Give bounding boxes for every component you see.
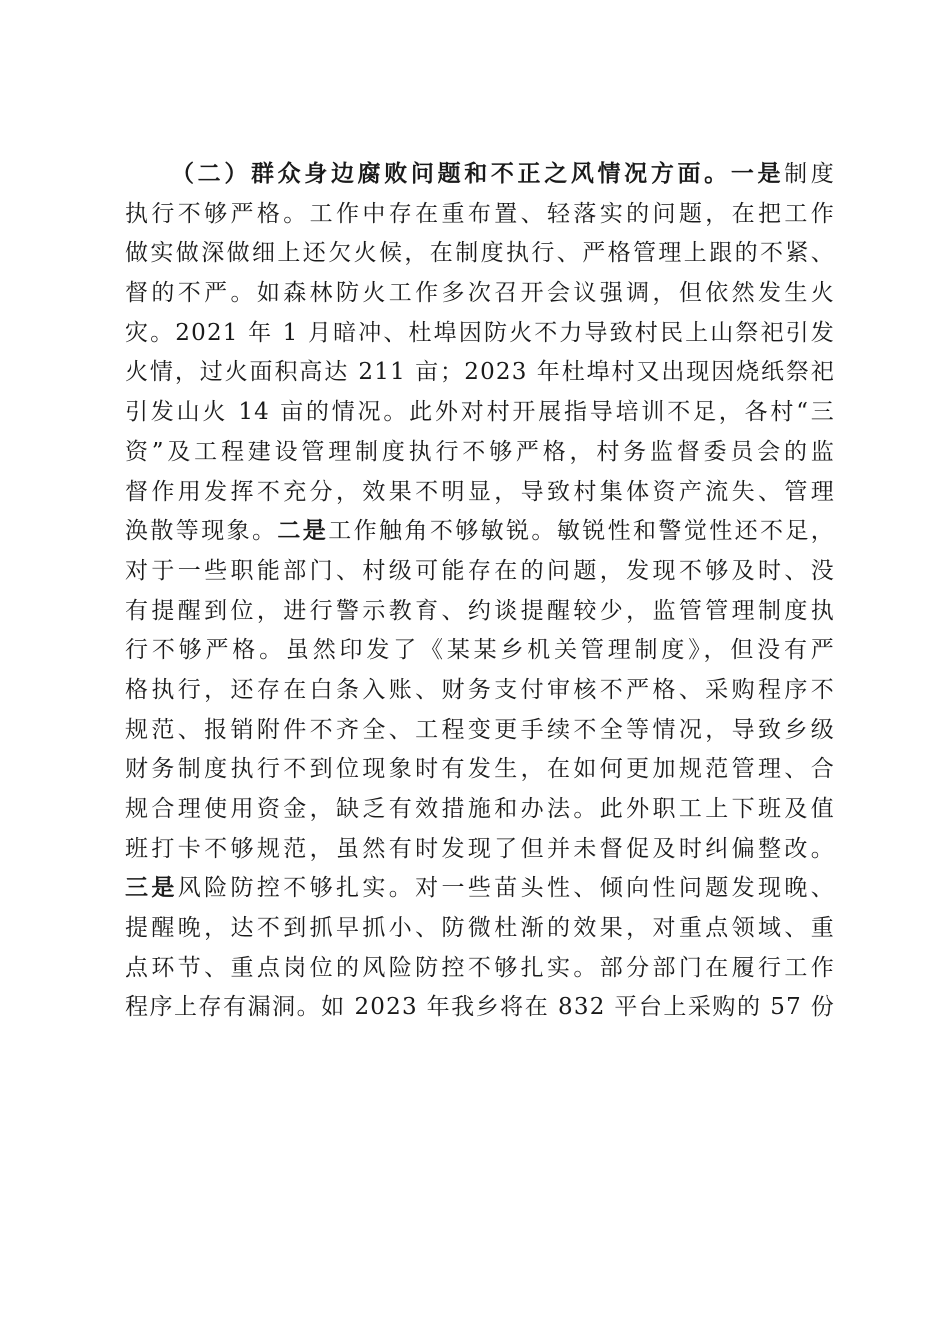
paragraph-line: 班打卡不够规范，虽然有时发现了但并未督促及时纠偏整改。	[125, 835, 835, 862]
paragraph-line: 督的不严。如森林防火工作多次召开会议强调，但依然发生火	[125, 280, 835, 307]
line-text: 工作触角不够敏锐。敏锐性和警觉性还不足，	[328, 518, 836, 545]
paragraph-line: 行不够严格。虽然印发了《某某乡机关管理制度》，但没有严	[125, 637, 835, 664]
line-text: 风险防控不够扎实。对一些苗头性、倾向性问题发现晚、	[177, 875, 836, 902]
paragraph-line: 对于一些职能部门、村级可能存在的问题，发现不够及时、没	[125, 557, 835, 584]
paragraph-line: 灾。2021 年 1 月暗冲、杜埠因防火不力导致村民上山祭祀引发	[125, 319, 835, 346]
point-lead: 三是	[125, 875, 178, 902]
line-text: 涣散等现象。	[125, 518, 278, 545]
paragraph-line: 格执行，还存在白条入账、财务支付审核不严格、采购程序不	[125, 676, 835, 703]
paragraph-line	[125, 512, 835, 552]
paragraph-line: 规合理使用资金，缺乏有效措施和办法。此外职工上下班及值	[125, 796, 835, 822]
paragraph-line: 执行不够严格。工作中存在重布置、轻落实的问题，在把工作	[125, 200, 835, 227]
paragraph-line: 财务制度执行不到位现象时有发生，在如何更加规范管理、合	[125, 756, 835, 783]
paragraph-line: 提醒晚，达不到抓早抓小、防微杜渐的效果，对重点领域、重	[125, 915, 835, 942]
paragraph-line: 有提醒到位，进行警示教育、约谈提醒较少，监管管理制度执	[125, 597, 835, 624]
paragraph-line: 火情，过火面积高达 211 亩；2023 年杜埠村又出现因烧纸祭祀	[125, 359, 835, 386]
line-text: 制度	[784, 161, 835, 187]
point-lead: 二是	[277, 518, 329, 545]
paragraph-line: 引发山火 14 亩的情况。此外对村开展指导培训不足，各村“三	[125, 399, 835, 426]
point-lead: 一是	[730, 161, 785, 187]
paragraph-line: 点环节、重点岗位的风险防控不够扎实。部分部门在履行工作	[125, 954, 835, 981]
paragraph-line: 做实做深做细上还欠火候，在制度执行、严格管理上跟的不紧、	[125, 240, 835, 267]
paragraph-line	[125, 869, 835, 909]
body-text	[125, 155, 835, 1028]
paragraph-line: 督作用发挥不充分，效果不明显，导致村集体资产流失、管理	[125, 478, 835, 505]
paragraph-line	[125, 155, 835, 195]
section-heading: （二）群众身边腐败问题和不正之风情况方面。	[171, 161, 731, 187]
paragraph-line: 资”及工程建设管理制度执行不够严格，村务监督委员会的监	[125, 438, 835, 465]
paragraph-line: 规范、报销附件不齐全、工程变更手续不全等情况，导致乡级	[125, 716, 835, 743]
paragraph-line: 程序上存有漏洞。如 2023 年我乡将在 832 平台上采购的 57 份	[125, 994, 835, 1021]
